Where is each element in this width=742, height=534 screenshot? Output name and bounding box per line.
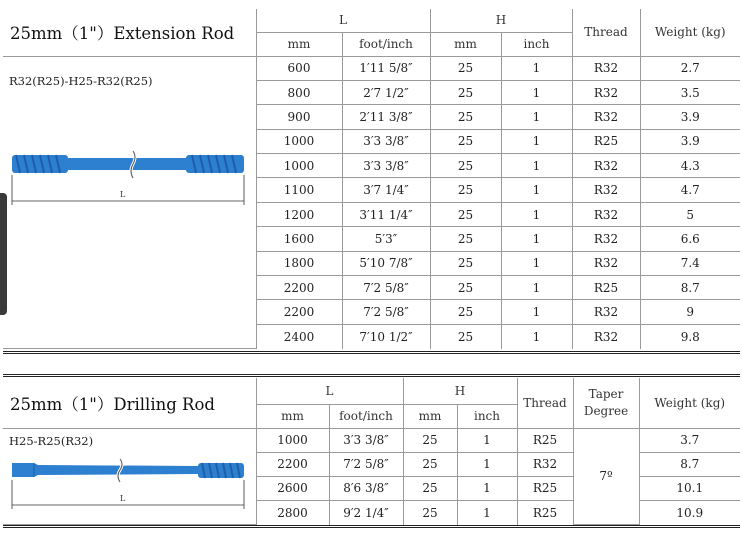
cell-thread: R32 (572, 251, 640, 275)
cell-weight: 8.7 (639, 452, 740, 476)
header-l: L (256, 9, 430, 32)
header-l: L (256, 378, 403, 404)
cell-h-mm: 25 (403, 501, 457, 525)
cell-weight: 4.3 (640, 154, 740, 178)
cell-h-inch: 1 (501, 80, 572, 104)
cell-length-foot-inch: 5′10 7/8″ (342, 251, 430, 275)
cell-h-inch: 1 (501, 202, 572, 226)
cell-thread: R32 (517, 452, 573, 476)
cell-thread: R25 (517, 476, 573, 500)
cell-length-foot-inch: 5′3″ (342, 227, 430, 251)
cell-h-mm: 25 (403, 452, 457, 476)
cell-h-mm: 25 (430, 276, 501, 300)
cell-length-foot-inch: 7′2 5/8″ (342, 300, 430, 324)
cell-length-foot-inch: 3′3 3/8″ (329, 428, 403, 452)
header-thread: Thread (572, 9, 640, 56)
header-taper-degree (573, 378, 639, 428)
drilling-rod-illustration (8, 453, 248, 517)
extension-rod-illustration (8, 139, 248, 211)
header-taper-line1: Taper (588, 387, 624, 402)
cell-weight: 3.5 (640, 80, 740, 104)
cell-h-mm: 25 (430, 105, 501, 129)
section-divider (3, 374, 740, 377)
cell-length-foot-inch: 3′3 3/8″ (342, 154, 430, 178)
drilling-rod-table (3, 378, 740, 525)
cell-thread: R32 (572, 227, 640, 251)
cell-length-mm: 1000 (256, 129, 342, 153)
header-h-mm: mm (403, 404, 457, 428)
cell-thread: R32 (572, 154, 640, 178)
cell-taper-degree: 7º (573, 428, 639, 525)
cell-thread: R32 (572, 300, 640, 324)
cell-weight: 3.7 (639, 428, 740, 452)
cell-h-inch: 1 (501, 56, 572, 80)
cell-h-mm: 25 (430, 227, 501, 251)
cell-length-mm: 2200 (256, 452, 329, 476)
cell-h-mm: 25 (430, 56, 501, 80)
cell-weight: 7.4 (640, 251, 740, 275)
extension-rod-figure-cell (3, 56, 256, 349)
cell-weight: 8.7 (640, 276, 740, 300)
extension-rod-table (3, 9, 740, 349)
extension-rod-model: R32(R25)-H25-R32(R25) (9, 73, 153, 88)
cell-weight: 4.7 (640, 178, 740, 202)
cell-h-inch: 1 (501, 178, 572, 202)
cell-h-inch: 1 (501, 105, 572, 129)
header-h-mm: mm (430, 32, 501, 56)
cell-length-foot-inch: 2′11 3/8″ (342, 105, 430, 129)
cell-length-foot-inch: 3′11 1/4″ (342, 202, 430, 226)
cell-h-inch: 1 (501, 300, 572, 324)
table-row (3, 56, 740, 80)
cell-length-mm: 2200 (256, 300, 342, 324)
header-l-foot-inch: foot/inch (342, 32, 430, 56)
cell-thread: R25 (517, 501, 573, 525)
cell-h-inch: 1 (457, 428, 517, 452)
cell-h-inch: 1 (501, 227, 572, 251)
header-thread: Thread (517, 378, 573, 428)
cell-length-foot-inch: 2′7 1/2″ (342, 80, 430, 104)
cell-h-mm: 25 (430, 129, 501, 153)
header-l-foot-inch: foot/inch (329, 404, 403, 428)
extension-rod-title: 25mm（1"）Extension Rod (3, 9, 256, 56)
cell-h-mm: 25 (430, 251, 501, 275)
header-h-inch: inch (457, 404, 517, 428)
cell-weight: 3.9 (640, 105, 740, 129)
header-weight: Weight (kg) (639, 378, 740, 428)
cell-thread: R32 (572, 324, 640, 348)
cell-length-mm: 1000 (256, 428, 329, 452)
cell-length-foot-inch: 8′6 3/8″ (329, 476, 403, 500)
table-row (3, 428, 740, 452)
cell-h-inch: 1 (501, 129, 572, 153)
cell-thread: R32 (572, 56, 640, 80)
cell-length-mm: 1100 (256, 178, 342, 202)
header-h: H (430, 9, 572, 32)
cell-length-foot-inch: 7′10 1/2″ (342, 324, 430, 348)
cell-h-inch: 1 (501, 251, 572, 275)
cell-length-mm: 800 (256, 80, 342, 104)
cell-length-mm: 2600 (256, 476, 329, 500)
cell-length-mm: 1200 (256, 202, 342, 226)
drilling-rod-title: 25mm（1"）Drilling Rod (3, 378, 256, 428)
cell-length-mm: 2800 (256, 501, 329, 525)
cell-h-mm: 25 (430, 80, 501, 104)
cell-h-inch: 1 (457, 476, 517, 500)
cell-length-mm: 1000 (256, 154, 342, 178)
dimension-label: L (120, 493, 126, 503)
cell-h-mm: 25 (403, 428, 457, 452)
cell-h-mm: 25 (430, 154, 501, 178)
drilling-rod-figure-cell (3, 428, 256, 525)
header-weight: Weight (kg) (640, 9, 740, 56)
cell-h-inch: 1 (457, 452, 517, 476)
cell-thread: R32 (572, 202, 640, 226)
cell-weight: 3.9 (640, 129, 740, 153)
header-h-inch: inch (501, 32, 572, 56)
cell-thread: R32 (572, 80, 640, 104)
cell-length-mm: 2400 (256, 324, 342, 348)
cell-weight: 10.9 (639, 501, 740, 525)
cell-thread: R25 (517, 428, 573, 452)
cell-length-mm: 2200 (256, 276, 342, 300)
cell-thread: R32 (572, 178, 640, 202)
cell-thread: R32 (572, 105, 640, 129)
header-l-mm: mm (256, 404, 329, 428)
cell-length-mm: 1600 (256, 227, 342, 251)
cell-weight: 9 (640, 300, 740, 324)
cell-length-mm: 1800 (256, 251, 342, 275)
dimension-label: L (120, 189, 126, 199)
cell-h-mm: 25 (430, 202, 501, 226)
cell-h-mm: 25 (430, 178, 501, 202)
cell-h-inch: 1 (501, 154, 572, 178)
section-divider-bottom (3, 525, 740, 528)
header-h: H (403, 378, 517, 404)
header-taper-line2: Degree (583, 404, 629, 419)
cell-length-mm: 900 (256, 105, 342, 129)
cell-length-foot-inch: 3′7 1/4″ (342, 178, 430, 202)
cell-h-mm: 25 (430, 300, 501, 324)
cell-h-mm: 25 (403, 476, 457, 500)
cell-length-foot-inch: 9′2 1/4″ (329, 501, 403, 525)
cell-length-foot-inch: 7′2 5/8″ (329, 452, 403, 476)
cell-h-mm: 25 (430, 324, 501, 348)
section-divider (3, 351, 740, 354)
cell-weight: 6.6 (640, 227, 740, 251)
cell-h-inch: 1 (501, 324, 572, 348)
cell-length-foot-inch: 7′2 5/8″ (342, 276, 430, 300)
cell-weight: 9.8 (640, 324, 740, 348)
cell-h-inch: 1 (501, 276, 572, 300)
cell-length-foot-inch: 1′11 5/8″ (342, 56, 430, 80)
cell-thread: R25 (572, 129, 640, 153)
cell-weight: 10.1 (639, 476, 740, 500)
cell-length-mm: 600 (256, 56, 342, 80)
header-l-mm: mm (256, 32, 342, 56)
cell-length-foot-inch: 3′3 3/8″ (342, 129, 430, 153)
cell-weight: 5 (640, 202, 740, 226)
cell-thread: R25 (572, 276, 640, 300)
cell-weight: 2.7 (640, 56, 740, 80)
cell-h-inch: 1 (457, 501, 517, 525)
drilling-rod-model: H25-R25(R32) (9, 433, 94, 448)
